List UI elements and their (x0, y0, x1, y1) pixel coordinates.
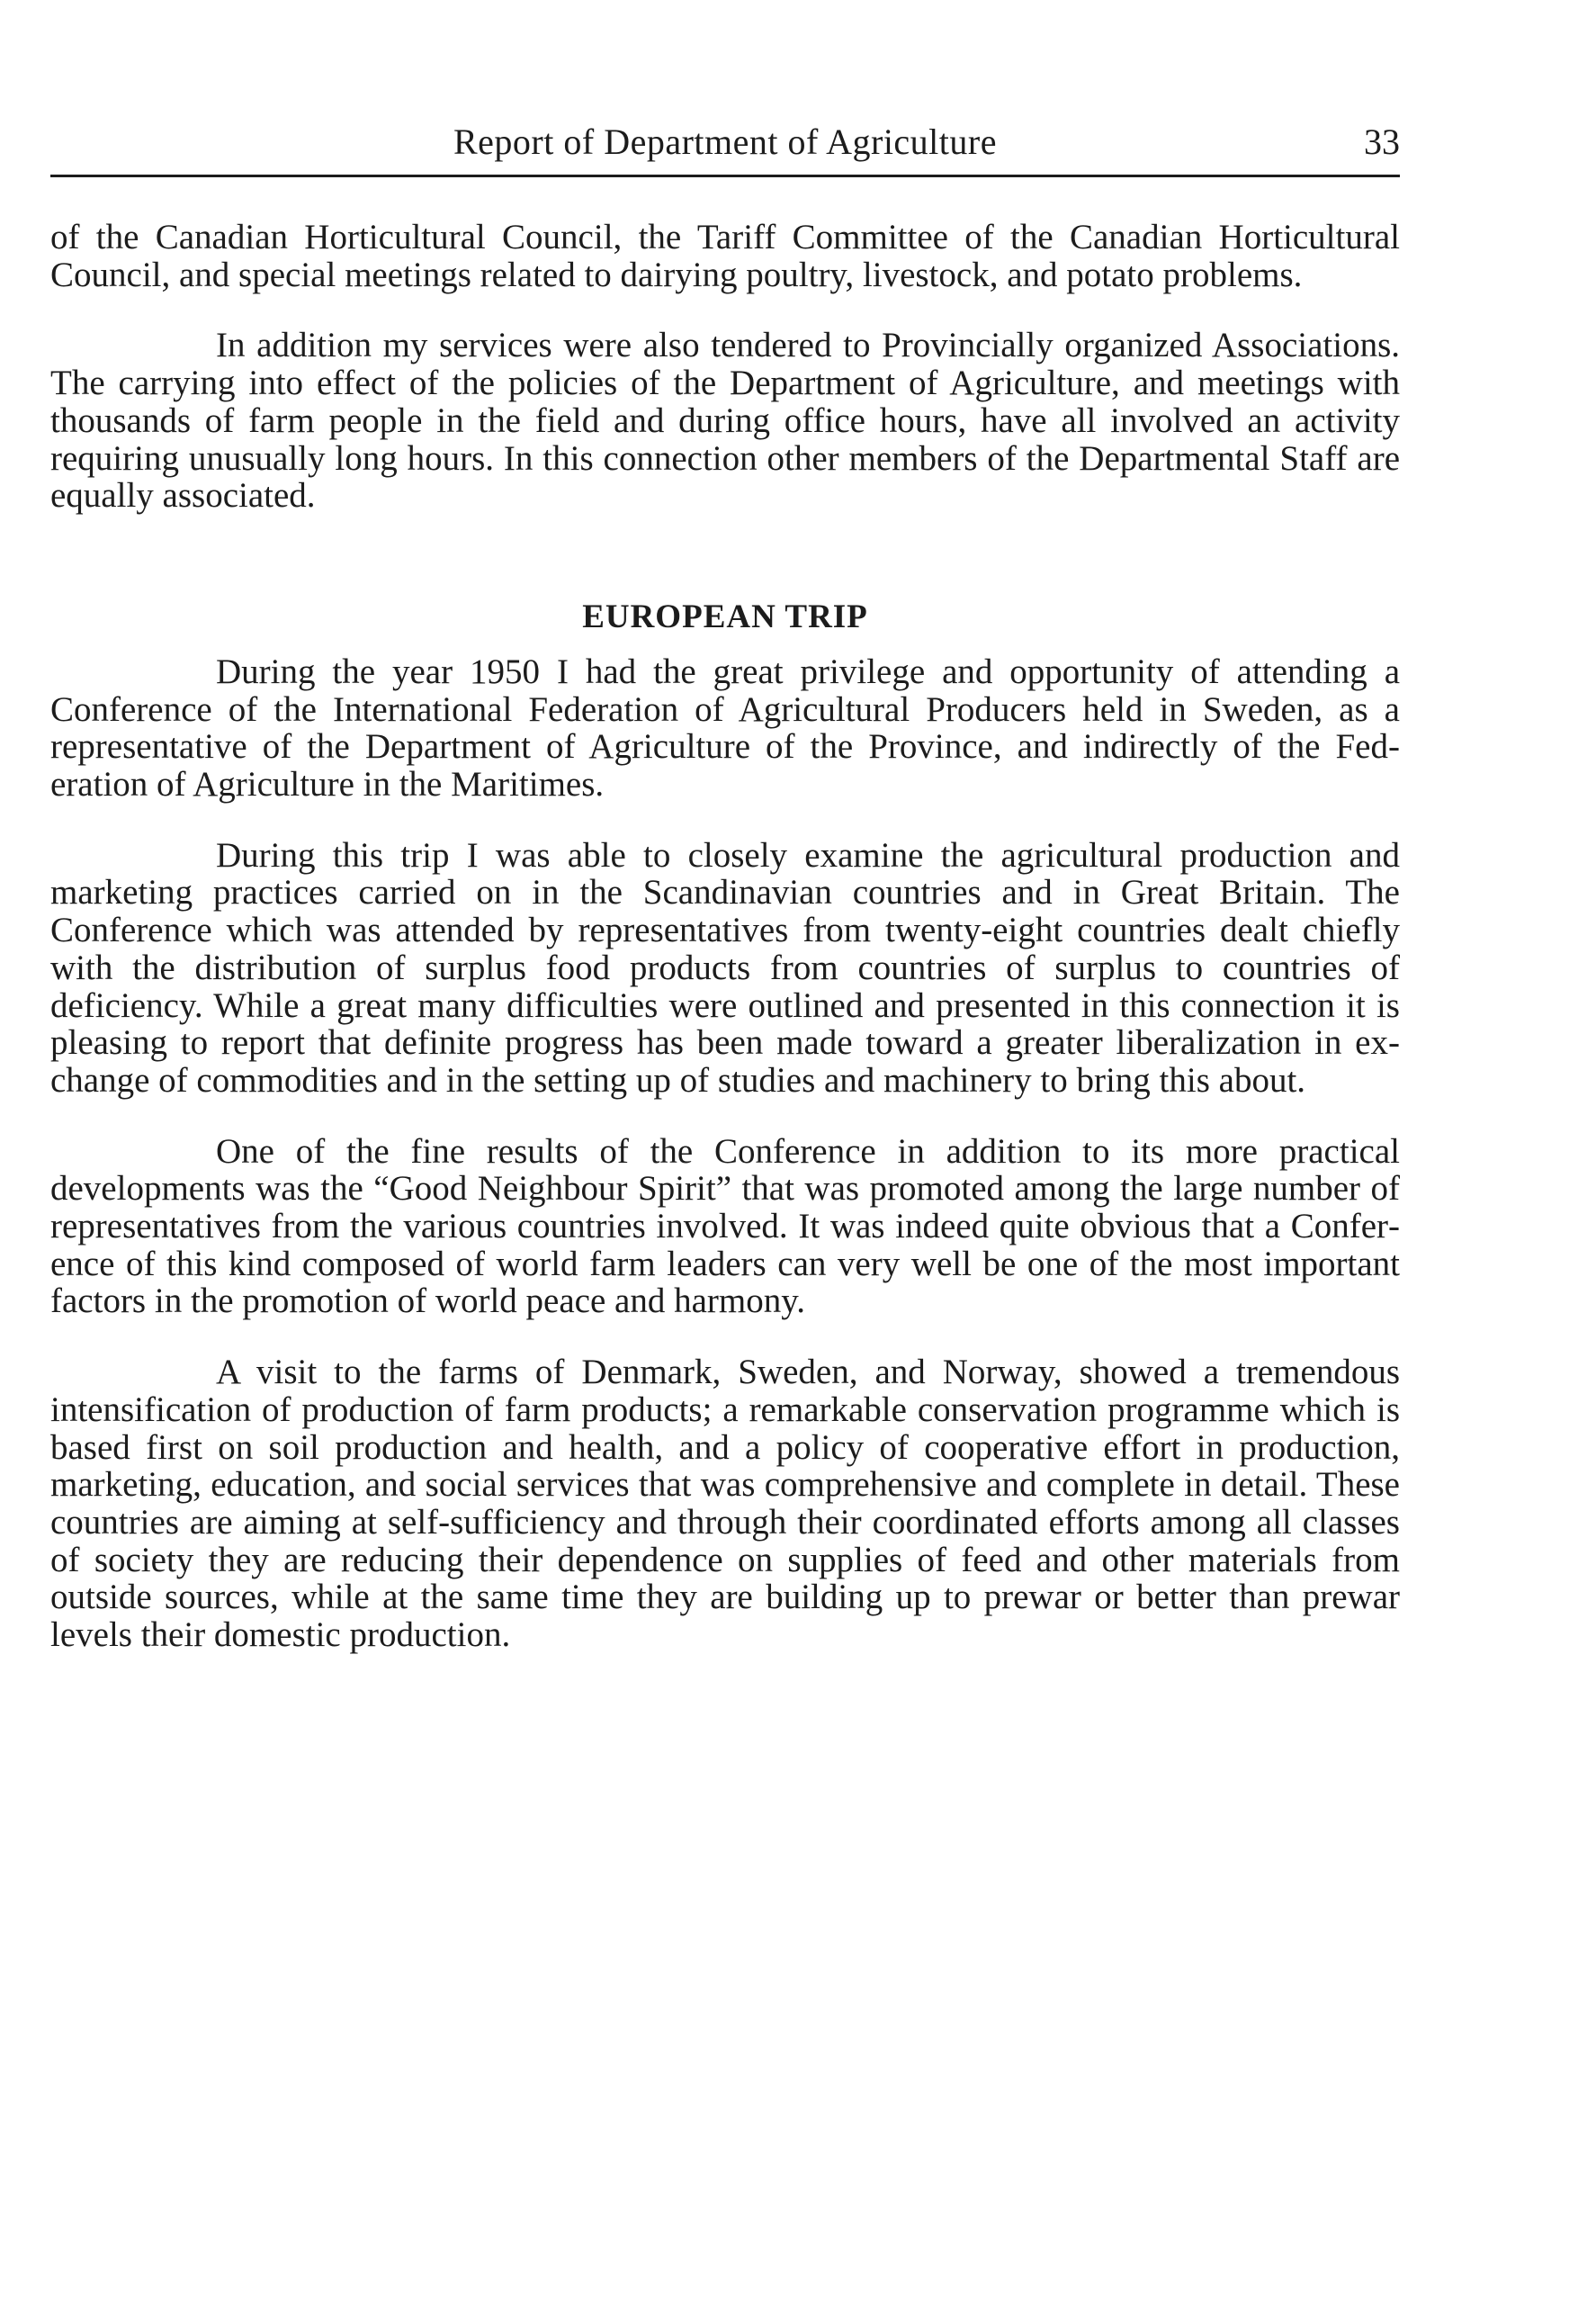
paragraph-continued: of the Canadian Horticultural Council, the Tariff Committee of the Canadian Horticultural Council, and special meetings related to dairying poultry, livestock, and potato problems. (50, 218, 1400, 294)
paragraph-scandinavian-farms: A visit to the farms of Denmark, Sweden, and Norway, showed a tremendous intensification of production of farm products; a remarkable conservation programme which is based first on soil production and health, and a policy of cooperative effort in production, marketing, education, and social services that was comprehensive and complete in detail. These countries are aiming at self-sufficiency and through their coordinated efforts among all classes of society they are reducing their dependence on supplies of feed and other materials from outside sources, while at the same time they are building up to prewar or better than prewar levels their domestic production. (50, 1353, 1400, 1655)
running-header (50, 115, 1400, 169)
paragraph-trip-observations: During this trip I was able to closely examine the agricultural production and marketing practices carried on in the Scandinavian countries and in Great Britain. The Conference which was attended by representatives from twenty-eight countries dealt chiefly with the distribution of surplus food products from countries of surplus to countries of deficiency. While a great many difficulties were outlined and presented in this connection it is pleasing to report that definite progress has been made toward a greater liberalization in exchange of commodities and in the setting up of studies and machinery to bring this about. (50, 835, 1400, 1100)
header-rule (50, 175, 1400, 177)
paragraph-good-neighbour-spirit: One of the fine results of the Conference in addition to its more practical developments was the “Good Neighbour Spirit” that was promoted among the large number of representatives from the various countries involved. It was indeed quite obvious that a Conference of this kind composed of world farm leaders can very well be one of the most important factors in the promotion of world peace and harmony. (50, 1131, 1400, 1321)
body-text (50, 219, 1400, 1654)
paragraph-conference-attendance: During the year 1950 I had the great privilege and opportunity of attending a Conference of the International Federation of Agricultural Producers held in Sweden, as a representative of the Department of Agriculture of the Province, and indirectly of the Federation of Agriculture in the Maritimes. (50, 652, 1400, 805)
report-page (50, 115, 1400, 1654)
page-number: 33 (1364, 121, 1400, 162)
paragraph-provincial-associations: In addition my services were also tendered to Provincially organized Associations. The carrying into effect of the policies of the Department of Agriculture, and meetings with thousands of farm people in the field and during office hours, have all involved an activity requiring unusually long hours. In this connection other members of the Departmental Staff are equally associated. (50, 326, 1400, 516)
running-header-title: Report of Department of Agriculture (453, 121, 997, 162)
section-heading-european-trip: EUROPEAN TRIP (582, 598, 868, 635)
